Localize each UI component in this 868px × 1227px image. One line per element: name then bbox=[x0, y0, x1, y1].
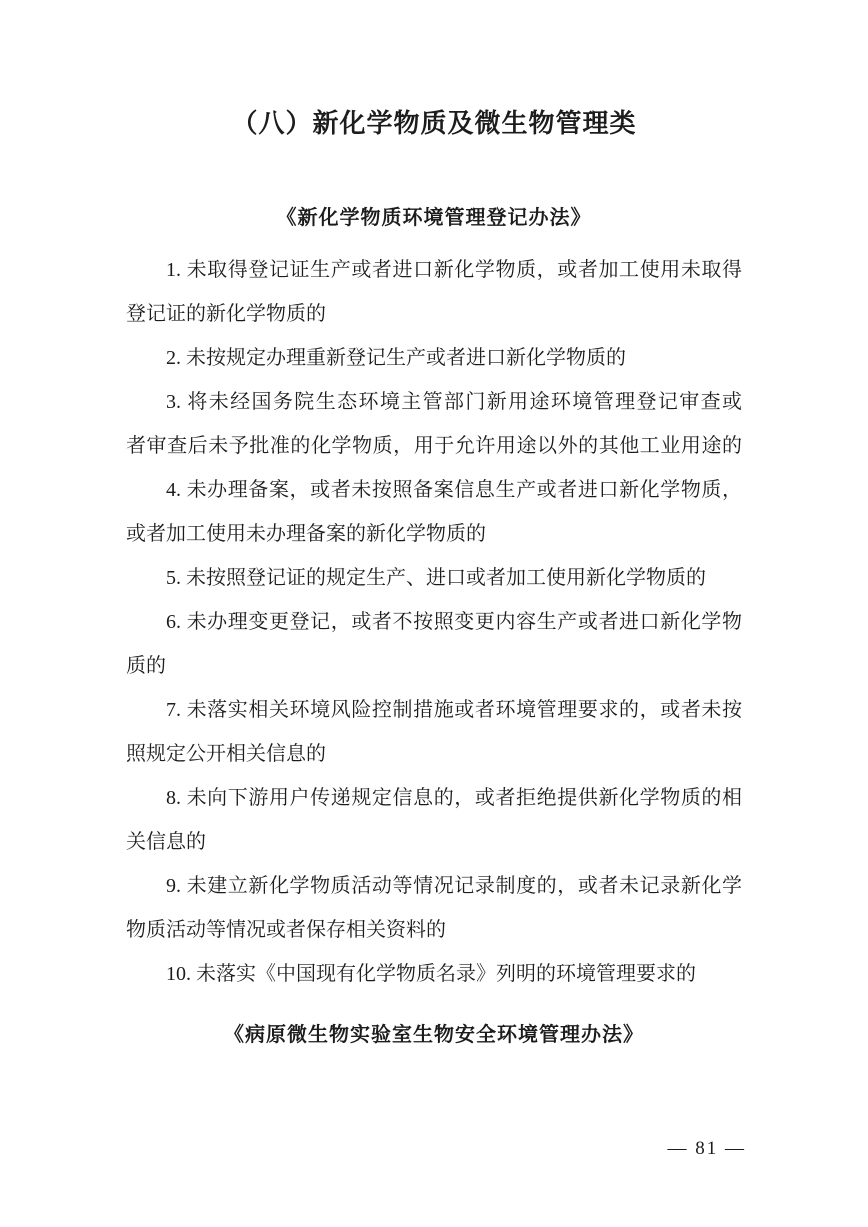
body-line: 9. 未建立新化学物质活动等情况记录制度的，或者未记录新化学 bbox=[166, 875, 742, 897]
body-line: 8. 未向下游用户传递规定信息的，或者拒绝提供新化学物质的相 bbox=[166, 787, 742, 809]
body-line: 质的 bbox=[126, 655, 166, 677]
law-title-pathogenic-microorganism-lab: 《病原微生物实验室生物安全环境管理办法》 bbox=[224, 1024, 644, 1046]
body-line: 1. 未取得登记证生产或者进口新化学物质，或者加工使用未取得 bbox=[166, 259, 742, 281]
body-line: 10. 未落实《中国现有化学物质名录》列明的环境管理要求的 bbox=[166, 963, 696, 985]
violation-list bbox=[126, 248, 742, 1057]
body-line: 照规定公开相关信息的 bbox=[126, 743, 326, 765]
body-line: 2. 未按规定办理重新登记生产或者进口新化学物质的 bbox=[166, 347, 626, 369]
body-line: 者审查后未予批准的化学物质，用于允许用途以外的其他工业用途的 bbox=[126, 435, 742, 457]
body-line: 物质活动等情况或者保存相关资料的 bbox=[126, 919, 446, 941]
body-line: 7. 未落实相关环境风险控制措施或者环境管理要求的，或者未按 bbox=[166, 699, 742, 721]
law-title-registration-measures: 《新化学物质环境管理登记办法》 bbox=[276, 207, 592, 229]
body-line: 5. 未按照登记证的规定生产、进口或者加工使用新化学物质的 bbox=[166, 567, 706, 589]
page-number: — 81 — bbox=[667, 1138, 746, 1159]
body-line: 4. 未办理备案，或者未按照备案信息生产或者进口新化学物质， bbox=[166, 479, 742, 501]
body-line: 关信息的 bbox=[126, 831, 206, 853]
body-line: 登记证的新化学物质的 bbox=[126, 303, 326, 325]
body-line: 3. 将未经国务院生态环境主管部门新用途环境管理登记审查或 bbox=[166, 391, 742, 413]
body-line: 或者加工使用未办理备案的新化学物质的 bbox=[126, 523, 486, 545]
section-title: （八）新化学物质及微生物管理类 bbox=[231, 108, 637, 138]
body-line: 6. 未办理变更登记，或者不按照变更内容生产或者进口新化学物 bbox=[166, 611, 742, 633]
